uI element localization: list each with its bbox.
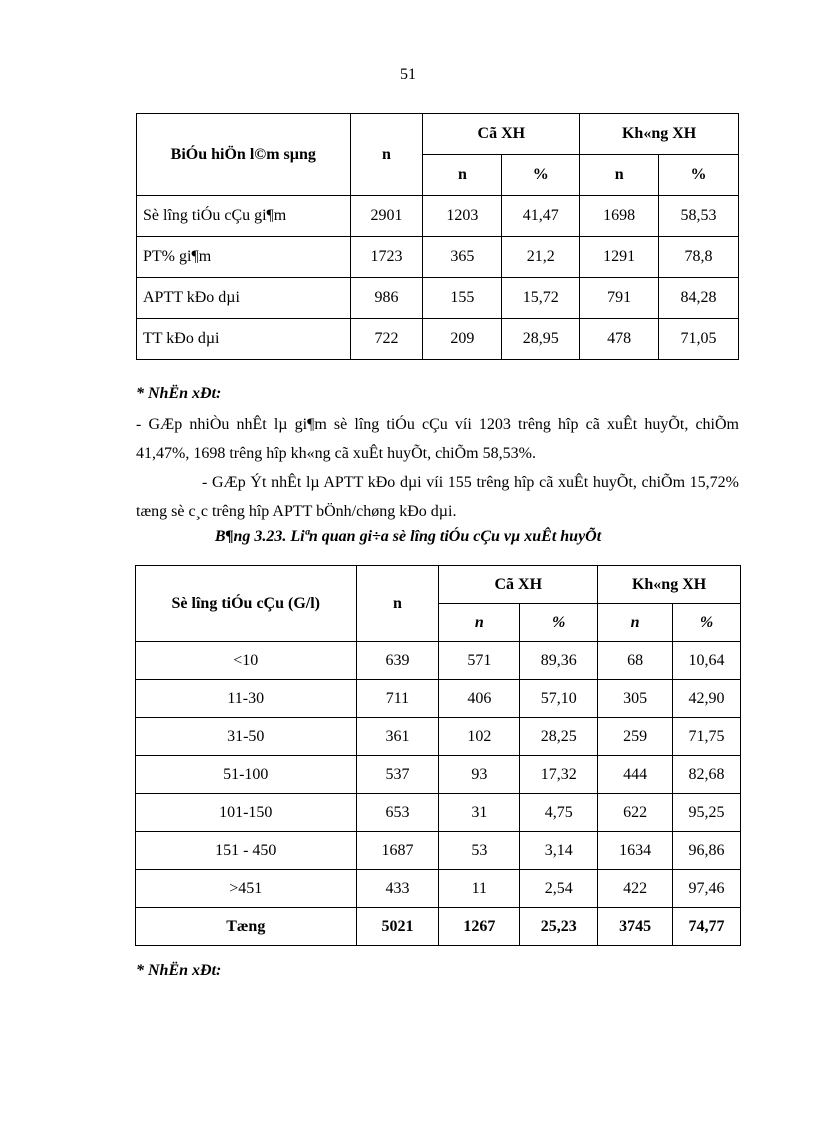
cell: 622 [598, 794, 673, 832]
cell: 653 [356, 794, 439, 832]
cell: 422 [598, 870, 673, 908]
table-row [136, 756, 741, 794]
cell: 28,25 [520, 718, 598, 756]
total-cell: 1267 [439, 908, 520, 946]
cell: 155 [423, 278, 502, 319]
row-label: Sè lîng tiÓu cÇu gi¶m [137, 196, 351, 237]
cell: 1698 [580, 196, 659, 237]
total-cell: 74,77 [673, 908, 741, 946]
row-label: 101-150 [136, 794, 357, 832]
total-label: Tæng [136, 908, 357, 946]
cell: 571 [439, 642, 520, 680]
subheader-n: n [439, 604, 520, 642]
cell: 21,2 [502, 237, 580, 278]
cell: 1687 [356, 832, 439, 870]
table-header-row [137, 114, 739, 155]
cell: 639 [356, 642, 439, 680]
clinical-signs-table [136, 113, 739, 360]
cell: 28,95 [502, 319, 580, 360]
cell: 209 [423, 319, 502, 360]
cell: 84,28 [659, 278, 739, 319]
cell: 305 [598, 680, 673, 718]
cell: 711 [356, 680, 439, 718]
row-label: 11-30 [136, 680, 357, 718]
cell: 89,36 [520, 642, 598, 680]
cell: 1203 [423, 196, 502, 237]
cell: 1723 [350, 237, 423, 278]
notes-title: * NhËn xÐt: [136, 385, 222, 402]
cell: 11 [439, 870, 520, 908]
table-row [136, 642, 741, 680]
header-label: Sè lîng tiÓu cÇu (G/l) [136, 566, 357, 642]
cell: 3,14 [520, 832, 598, 870]
notes-paragraph-2: - GÆp Ýt nhÊt lµ APTT kÐo dµi víi 155 trêng hîp cã xuÊt huyÕt, chiÕm 15,72% tæng sè c¸c trêng hîp APTT bÖnh/chøng kÐo dµi. [136, 474, 739, 520]
header-group-bleeding: Cã XH [423, 114, 580, 155]
table-row [137, 319, 739, 360]
cell: 986 [350, 278, 423, 319]
subheader-percent: % [520, 604, 598, 642]
table-row [137, 278, 739, 319]
subheader-n: n [598, 604, 673, 642]
subheader-percent: % [673, 604, 741, 642]
cell: 41,47 [502, 196, 580, 237]
cell: 537 [356, 756, 439, 794]
cell: 95,25 [673, 794, 741, 832]
table-header-row [136, 566, 741, 604]
row-label: >451 [136, 870, 357, 908]
row-label: 31-50 [136, 718, 357, 756]
row-label: PT% gi¶m [137, 237, 351, 278]
header-n: n [350, 114, 423, 196]
table-row [137, 196, 739, 237]
table-row [136, 870, 741, 908]
notes-paragraph-1: - GÆp nhiÒu nhÊt lµ gi¶m sè lîng tiÓu cÇu víi 1203 trêng hîp cã xuÊt huyÕt, chiÕm 41,47%, 1698 trêng hîp kh«ng cã xuÊt huyÕt, chiÕm 58,53%. [136, 416, 739, 462]
cell: 2,54 [520, 870, 598, 908]
notes-title-2: * NhËn xÐt: [136, 962, 222, 979]
cell: 97,46 [673, 870, 741, 908]
cell: 82,68 [673, 756, 741, 794]
header-group-no-bleeding: Kh«ng XH [598, 566, 741, 604]
cell: 722 [350, 319, 423, 360]
header-label: BiÓu hiÖn l©m sµng [137, 114, 351, 196]
cell: 58,53 [659, 196, 739, 237]
cell: 71,05 [659, 319, 739, 360]
cell: 361 [356, 718, 439, 756]
table-caption: B¶ng 3.23. Liªn quan gi÷a sè lîng tiÓu cÇu vµ xuÊt huyÕt [214, 528, 602, 545]
cell: 791 [580, 278, 659, 319]
cell: 15,72 [502, 278, 580, 319]
cell: 433 [356, 870, 439, 908]
cell: 406 [439, 680, 520, 718]
cell: 10,64 [673, 642, 741, 680]
cell: 259 [598, 718, 673, 756]
table-total-row [136, 908, 741, 946]
row-label: 151 - 450 [136, 832, 357, 870]
table-row [136, 794, 741, 832]
table-row [136, 680, 741, 718]
subheader-percent: % [659, 155, 739, 196]
cell: 17,32 [520, 756, 598, 794]
table-row [137, 237, 739, 278]
row-label: <10 [136, 642, 357, 680]
cell: 4,75 [520, 794, 598, 832]
subheader-percent: % [502, 155, 580, 196]
cell: 71,75 [673, 718, 741, 756]
row-label: TT kÐo dµi [137, 319, 351, 360]
cell: 42,90 [673, 680, 741, 718]
row-label: APTT kÐo dµi [137, 278, 351, 319]
cell: 102 [439, 718, 520, 756]
header-n: n [356, 566, 439, 642]
header-group-bleeding: Cã XH [439, 566, 598, 604]
cell: 31 [439, 794, 520, 832]
cell: 478 [580, 319, 659, 360]
page-number: 51 [400, 66, 416, 83]
cell: 57,10 [520, 680, 598, 718]
table-row [136, 718, 741, 756]
cell: 96,86 [673, 832, 741, 870]
cell: 1291 [580, 237, 659, 278]
cell: 1634 [598, 832, 673, 870]
total-cell: 5021 [356, 908, 439, 946]
platelet-bleeding-table [135, 565, 741, 946]
cell: 93 [439, 756, 520, 794]
subheader-n: n [423, 155, 502, 196]
cell: 444 [598, 756, 673, 794]
table-row [136, 832, 741, 870]
cell: 2901 [350, 196, 423, 237]
total-cell: 25,23 [520, 908, 598, 946]
cell: 78,8 [659, 237, 739, 278]
total-cell: 3745 [598, 908, 673, 946]
header-group-no-bleeding: Kh«ng XH [580, 114, 739, 155]
cell: 365 [423, 237, 502, 278]
row-label: 51-100 [136, 756, 357, 794]
cell: 68 [598, 642, 673, 680]
subheader-n: n [580, 155, 659, 196]
cell: 53 [439, 832, 520, 870]
